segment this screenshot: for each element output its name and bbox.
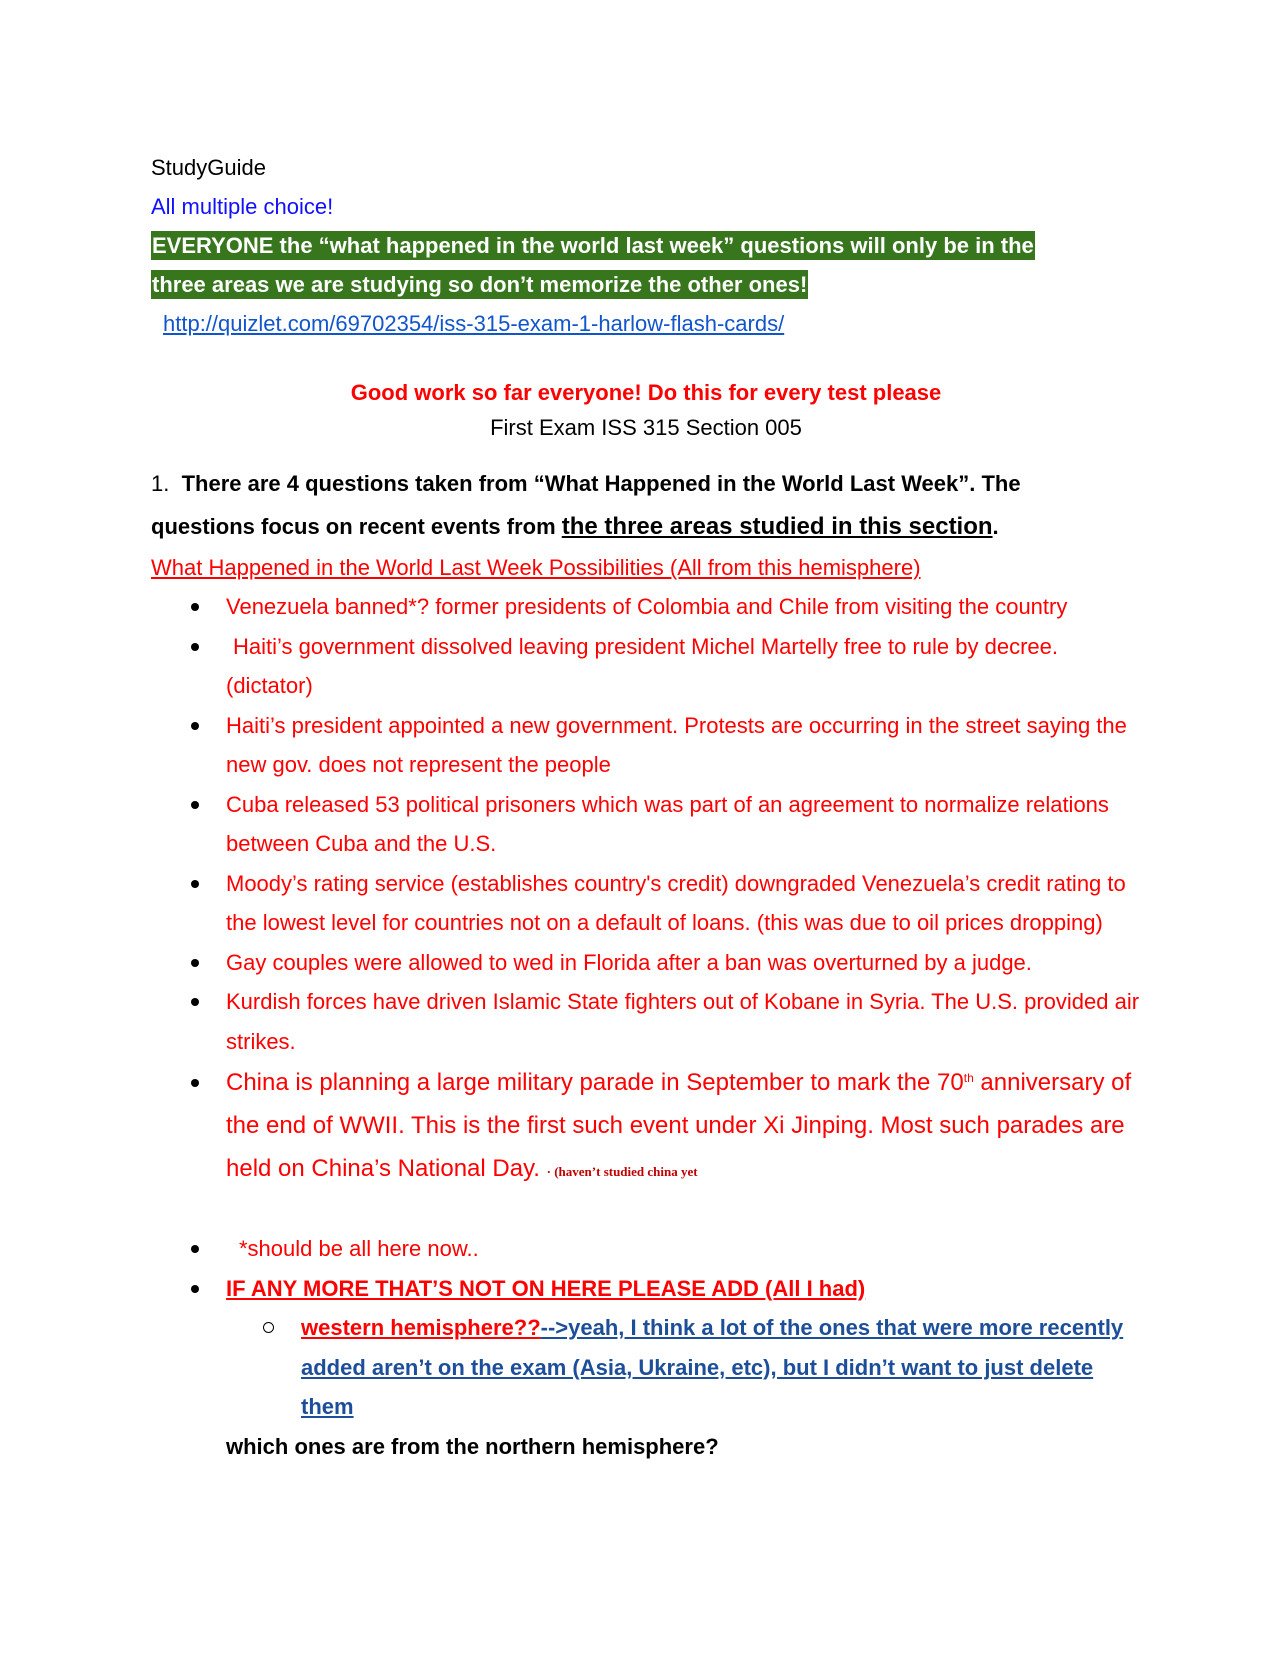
list-item: Cuba released 53 political prisoners which was part of an agreement to normalize relations between Cuba and the U.S.: [151, 785, 1141, 864]
list-item: Kurdish forces have driven Islamic State fighters out of Kobane in Syria. The U.S. provided air strikes.: [151, 982, 1141, 1061]
hemisphere-question: western hemisphere??: [301, 1315, 541, 1340]
quizlet-link[interactable]: http://quizlet.com/69702354/iss-315-exam-1-harlow-flash-cards/: [163, 311, 785, 336]
hemisphere-reply: -->yeah, I think a lot of the ones that were more recently added aren’t on the exam (Asia, Ukraine, etc), but I didn’t want to just delete them: [301, 1315, 1124, 1419]
question-text-2: questions focus on recent events from: [151, 514, 556, 539]
doc-title: StudyGuide: [151, 155, 266, 180]
sub-list-item: [151, 1308, 1141, 1427]
possibilities-heading: What Happened in the World Last Week Possibilities (All from this hemisphere): [151, 555, 921, 580]
list-item: Haiti’s president appointed a new government. Protests are occurring in the street saying the new gov. does not represent the people: [151, 706, 1141, 785]
list-item: *should be all here now..: [151, 1229, 1141, 1269]
question-1: [151, 462, 1141, 548]
china-note: · (haven’t studied china yet: [546, 1164, 698, 1179]
highlight-line-2: three areas we are studying so don’t memorize the other ones!: [152, 272, 808, 297]
question-emphasis: the three areas studied in this section: [561, 513, 993, 540]
question-number: 1.: [151, 471, 170, 496]
sub-list: [151, 1308, 1141, 1427]
list-item: Gay couples were allowed to wed in Florida after a ban was overturned by a judge.: [151, 943, 1141, 983]
list-item: Moody’s rating service (establishes country's credit) downgraded Venezuela’s credit rating to the lowest level for countries not on a default of loans. (this was due to oil prices dropping): [151, 864, 1141, 943]
question-text-1: There are 4 questions taken from “What Happened in the World Last Week”. The: [181, 471, 1021, 496]
list-item-add-more: IF ANY MORE THAT’S NOT ON HERE PLEASE ADD (All I had): [151, 1269, 1141, 1309]
extra-list: [151, 1229, 1141, 1308]
list-item: Venezuela banned*? former presidents of Colombia and Chile from visiting the country: [151, 587, 1141, 627]
praise-line: Good work so far everyone! Do this for every test please: [350, 380, 942, 405]
exam-title: First Exam ISS 315 Section 005: [490, 415, 802, 440]
highlight-line-1: EVERYONE the “what happened in the world last week” questions will only be in the: [152, 233, 1034, 258]
document-body: [151, 148, 1141, 1466]
list-item: Haiti’s government dissolved leaving president Michel Martelly free to rule by decree. (dictator): [151, 627, 1141, 706]
closing-question: which ones are from the northern hemisphere?: [226, 1433, 719, 1459]
question-period: .: [992, 514, 999, 539]
list-item-china: China is planning a large military parade in September to mark the 70th anniversary of the end of WWII. This is the first such event under Xi Jinping. Most such parades are held on China’s National Day. · (haven’t studied china yet: [151, 1061, 1141, 1193]
events-list: [151, 587, 1141, 1193]
multiple-choice-note: All multiple choice!: [151, 194, 334, 219]
